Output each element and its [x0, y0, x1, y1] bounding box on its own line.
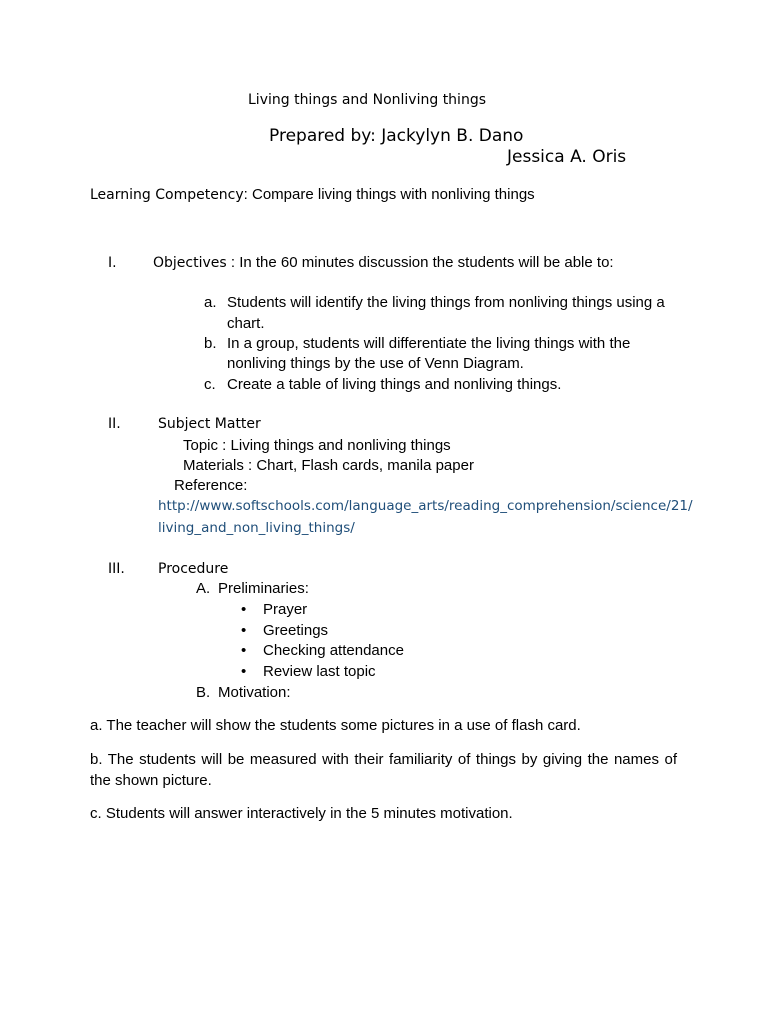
topic: Topic : Living things and nonliving things [183, 437, 451, 454]
bullet-icon: • [241, 622, 247, 639]
list-item: Prayer [263, 601, 308, 618]
motivation-paragraph-c: c. Students will answer interactively in the 5 minutes motivation. [90, 805, 513, 822]
list-item: Review last topic [263, 663, 376, 680]
objective-b-line2: nonliving things by the use of Venn Diagram. [227, 355, 524, 372]
motivation-paragraph-a: a. The teacher will show the students some pictures in a use of flash card. [90, 717, 581, 734]
objective-marker-c: c. [204, 376, 216, 393]
objective-a-line1: Students will identify the living things from nonliving things using a [227, 294, 665, 311]
bullet-icon: • [241, 663, 247, 680]
motivation-paragraph-b: b. The students will be measured with their familiarity of things by giving the names of the shown picture. [90, 751, 677, 789]
objective-b-line1: In a group, students will differentiate the living things with the [227, 335, 631, 352]
motivation-label: Motivation: [218, 684, 291, 701]
bullet-icon: • [241, 642, 247, 659]
prepared-by: Prepared by: Jackylyn B. Dano [269, 126, 524, 146]
objectives-label: Objectives [153, 255, 227, 271]
bullet-icon: • [241, 601, 247, 618]
preliminaries-marker: A. [196, 580, 211, 597]
competency-label: Learning Competency [90, 187, 244, 203]
objectives-heading [153, 254, 614, 271]
objective-a-line2: chart. [227, 315, 265, 332]
subject-matter-label: Subject Matter [158, 416, 261, 432]
objectives-numeral: I. [108, 255, 117, 271]
learning-competency [90, 186, 535, 203]
motivation-marker: B. [196, 684, 211, 701]
objective-marker-a: a. [204, 294, 217, 311]
procedure-numeral: III. [108, 561, 125, 577]
list-item: Checking attendance [263, 642, 404, 659]
objective-marker-b: b. [204, 335, 217, 352]
co-author: Jessica A. Oris [507, 147, 627, 167]
objective-c-line1: Create a table of living things and nonliving things. [227, 376, 562, 393]
document-title: Living things and Nonliving things [248, 92, 486, 108]
reference-link-line1[interactable]: http://www.softschools.com/language_arts/reading_comprehension/science/21/ [158, 498, 693, 514]
reference-label: Reference: [174, 477, 248, 494]
preliminaries-label: Preliminaries: [218, 580, 309, 597]
procedure-label: Procedure [158, 561, 229, 577]
materials: Materials : Chart, Flash cards, manila paper [183, 457, 474, 474]
list-item: Greetings [263, 622, 329, 639]
subject-matter-numeral: II. [108, 416, 121, 432]
competency-text: : Compare living things with nonliving things [243, 186, 535, 203]
objectives-intro: : In the 60 minutes discussion the students will be able to: [226, 254, 614, 271]
reference-link-line2[interactable]: living_and_non_living_things/ [158, 520, 355, 536]
